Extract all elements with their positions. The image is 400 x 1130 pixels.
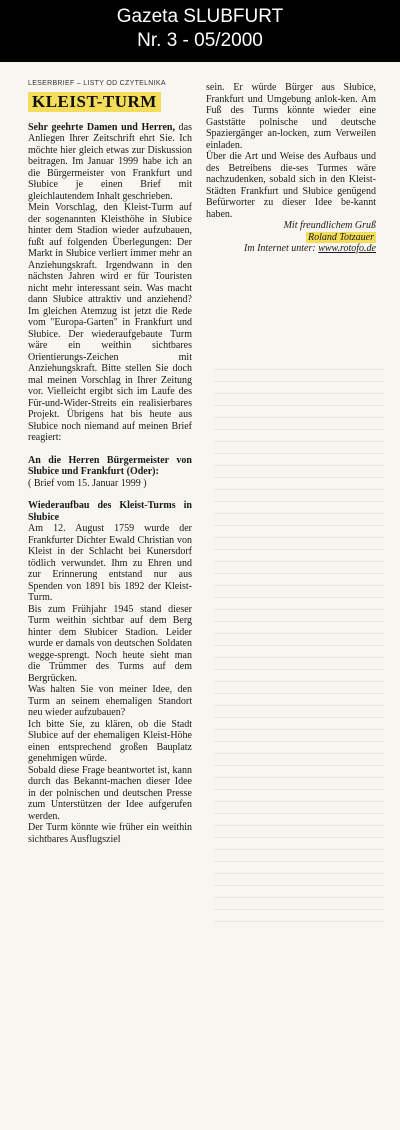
internet-line — [206, 243, 376, 255]
destination-paragraph: Der Turm könnte wie früher ein weithin sichtbares Ausflugsziel — [28, 822, 192, 845]
bleed-through-texture — [214, 362, 384, 922]
right-column — [206, 82, 376, 255]
letter-heading: An die Herren Bürgermeister von Słubice und Frankfurt (Oder): — [28, 454, 192, 477]
gazette-title: Gazeta SLUBFURT — [116, 6, 284, 27]
internet-label: Im Internet unter: — [244, 243, 316, 254]
request-paragraph: Ich bitte Sie, zu klären, ob die Stadt Słubice auf der ehemaligen Kleist-Höhe einen entsprechend großen Bauplatz genehmigen würde. — [28, 718, 192, 764]
press-paragraph: Sobald diese Frage beantwortet ist, kann durch das Bekannt-machen dieser Idee in der polnischen und deutschen Presse zum Unterstützen der Idee aufgerufen werden. — [28, 764, 192, 822]
intro-text: das Anliegen Ihrer Zeitschrift ehrt Sie. Ich möchte hier gleich etwas zur Diskussion beitragen. Im Januar 1999 habe ich an die Bürgermeister von Frankfurt und Słubice je einen Brief mit gleichlautendem Inhalt geschrieben. — [28, 121, 192, 202]
operation-paragraph: Über die Art und Weise des Aufbaus und des Betreibens die-ses Turmes wäre nachzudenken, sobald sich in den Kleist-Städten Frankfurt und Słubice genügend Befürworter zu dieser Idee be-kannt haben. — [206, 151, 376, 220]
gazette-header — [0, 0, 400, 62]
salutation: Sehr geehrte Damen und Herren, — [28, 121, 175, 133]
idea-paragraph: Was halten Sie von meiner Idee, den Turm an seinem ehemaligen Standort neu wieder aufzubauen? — [28, 684, 192, 718]
website-link[interactable]: www.rotofo.de — [318, 243, 376, 254]
continuation-paragraph: sein. Er würde Bürger aus Słubice, Frankfurt und Umgebung anlok-ken. Am Fuß des Turms könnte wieder eine Gaststätte polnische und deutsche Spaziergänger an-locken, zum Verweilen einladen. — [206, 82, 376, 151]
destruction-paragraph: Bis zum Frühjahr 1945 stand dieser Turm weithin sichtbar auf dem Berg hinter dem Słubicer Stadion. Leider wurde er damals von deutschen Soldaten wegge-sprengt. Noch heute sieht man die Trümmer des Turms auf dem Bergrücken. — [28, 603, 192, 684]
newspaper-clipping — [0, 62, 400, 1130]
author-signature — [206, 232, 376, 244]
author-name: Roland Totzauer — [307, 231, 374, 243]
section-kicker: LESERBRIEF – LISTY OD CZYTELNIKA — [28, 80, 166, 87]
letter-date: ( Brief vom 15. Januar 1999 ) — [28, 477, 147, 489]
proposal-paragraph: Mein Vorschlag, den Kleist-Turm auf der sogenannten Kleisthöhe in Słubice hinter dem Stadion wieder aufzubauen, fußt auf folgenden Überlegungen: Der Markt in Słubice verliert immer mehr an Anziehungskraft. Irgendwann in den nächsten Jahren wird er für Touristen nicht mehr interessant sein. Was macht dann Słubice attraktiv und anziehend? Im gleichen Atemzug ist jetzt die Rede vom "Europa-Garten" in Frankfurt und Słubice. Der wiederaufgebaute Turm wäre ein weithin sichtbares Orientierungs-Zeichen mit Anziehungskraft. Bitte stellen Sie doch mal meinen Vorschlag in Ihrer Zeitung vor. Vielleicht ergibt sich im Laufe des Für-und-Wider-Streits ein realisierbares Projekt. Übrigens hat bis heute aus Słubice noch niemand auf meinen Brief reagiert: — [28, 202, 192, 443]
closing-greeting: Mit freundlichem Gruß — [283, 220, 376, 231]
article-headline: KLEIST-TURM — [28, 92, 161, 112]
left-column — [28, 78, 192, 845]
intro-paragraph — [28, 122, 192, 203]
letter-section-heading: Wiederaufbau des Kleist-Turms in Słubice — [28, 500, 192, 523]
history-paragraph: Am 12. August 1759 wurde der Frankfurter Dichter Ewald Christian von Kleist in der Schlacht bei Kunersdorf tödlich verwundet. Ihm zu Ehren und zur Erinnerung entstand nur aus Spenden von 1891 bis 1892 der Kleist-Turm. — [28, 523, 192, 603]
issue-number: Nr. 3 - 05/2000 — [137, 30, 263, 51]
